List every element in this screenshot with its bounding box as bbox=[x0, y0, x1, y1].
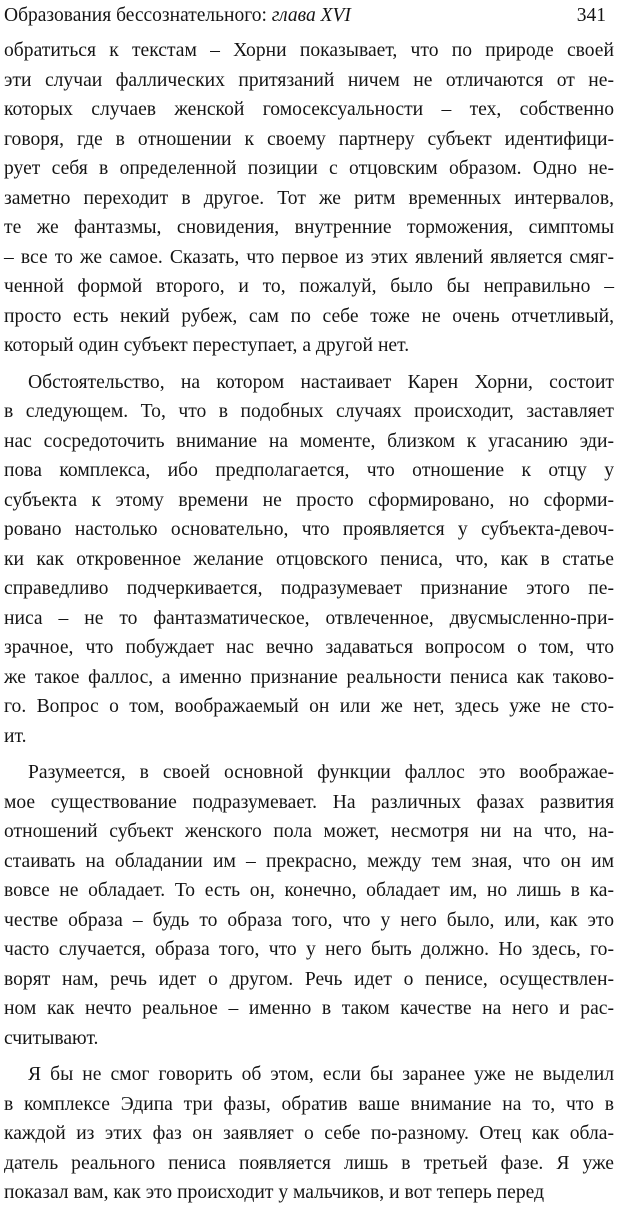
text-line: просто есть некий рубеж, сам по себе тоже не очень отчетливый, bbox=[4, 305, 614, 327]
text-line: те же фантазмы, сновидения, внутренние торможения, симптомы bbox=[4, 217, 614, 238]
running-header bbox=[4, 2, 610, 30]
text-line: часто случается, образа того, что у него быть должно. Но здесь, го- bbox=[4, 939, 614, 960]
text-line: ровано настолько основательно, что проявляется у субъекта-девоч- bbox=[4, 519, 614, 540]
text-line: в следующем. То, что в подобных случаях происходит, заставляет bbox=[4, 401, 614, 422]
text-line: субъекта к этому времени не просто сформировано, но сформи- bbox=[4, 489, 614, 511]
text-line: рует себя в определенной позиции с отцовским образом. Одно не- bbox=[4, 158, 614, 179]
text-line: пова комплекса, ибо предполагается, что отношение к отцу у bbox=[4, 460, 614, 481]
paragraph bbox=[4, 1060, 614, 1208]
text-line: справедливо подчеркивается, подразумевает признание этого пе- bbox=[4, 578, 614, 599]
text-line: показал вам, как это происходит у мальчиков, и вот теперь перед bbox=[4, 1182, 545, 1203]
running-title-text: Образования бессознательного: bbox=[4, 5, 272, 26]
text-line: заметно переходит в другое. Тот же ритм временных интервалов, bbox=[4, 187, 614, 209]
text-line: мое существование подразумевает. На различных фазах развития bbox=[4, 791, 614, 813]
text-line: зрачное, что побуждает нас вечно задаваться вопросом о том, что bbox=[4, 637, 614, 658]
text-line: Разумеется, в своей основной функции фаллос это воображае- bbox=[28, 762, 614, 783]
text-line: датель реального пениса появляется лишь в третьей фазе. Я уже bbox=[4, 1152, 614, 1174]
text-line: – все то же самое. Сказать, что первое из этих явлений является смяг- bbox=[4, 246, 614, 268]
paragraph bbox=[4, 36, 614, 361]
text-line: эти случаи фаллических притязаний ничем не отличаются от не- bbox=[4, 69, 614, 91]
text-line: Обстоятельство, на котором настаивает Карен Хорни, состоит bbox=[28, 371, 614, 393]
text-line: ки как откровенное желание отцовского пениса, что, как в статье bbox=[4, 548, 614, 570]
text-line: ниса – не то фантазматическое, отвлеченное, двусмысленно-при- bbox=[4, 607, 614, 629]
running-title bbox=[4, 2, 351, 30]
text-line: который один субъект переступает, а другой нет. bbox=[4, 335, 410, 356]
text-line: ворят нам, речь идет о другом. Речь идет о пенисе, осуществлен- bbox=[4, 968, 614, 990]
running-title-chapter: глава XVI bbox=[271, 5, 351, 26]
text-line: же такое фаллос, а именно признание реальности пениса как таково- bbox=[4, 666, 614, 688]
page-number: 341 bbox=[576, 5, 606, 26]
text-line: Я бы не смог говорить об этом, если бы заранее уже не выделил bbox=[28, 1064, 614, 1085]
page-body bbox=[4, 36, 614, 1215]
paragraph bbox=[4, 368, 614, 752]
text-line: которых случаев женской гомосексуальности – тех, собственно bbox=[4, 99, 614, 120]
text-line: отношений субъект женского пола может, несмотря ни на что, на- bbox=[4, 821, 614, 842]
paragraph bbox=[4, 758, 614, 1053]
text-line: в комплексе Эдипа три фазы, обратив ваше внимание на то, что в bbox=[4, 1093, 614, 1115]
text-line: обратиться к текстам – Хорни показывает, что по природе своей bbox=[4, 40, 614, 61]
text-line: ченной формой второго, и то, пожалуй, было бы неправильно – bbox=[4, 276, 614, 297]
text-line: го. Вопрос о том, воображаемый он или же нет, здесь уже не сто- bbox=[4, 696, 614, 717]
text-line: говоря, где в отношении к своему партнеру субъект идентифици- bbox=[4, 128, 614, 150]
text-line: ном как нечто реальное – именно в таком качестве на него и рас- bbox=[4, 998, 614, 1019]
text-line: честве образа – будь то образа того, что у него было, или, как это bbox=[4, 909, 614, 931]
text-line: стаивать на обладании им – прекрасно, между тем зная, что он им bbox=[4, 850, 614, 872]
text-line: ит. bbox=[4, 725, 27, 747]
text-line: каждой из этих фаз он заявляет о себе по-разному. Отец как обла- bbox=[4, 1123, 614, 1144]
text-line: вовсе не обладает. То есть он, конечно, обладает им, но лишь в ка- bbox=[4, 880, 614, 901]
text-line: нас сосредоточить внимание на моменте, близком к угасанию эди- bbox=[4, 430, 614, 452]
text-line: считывают. bbox=[4, 1027, 99, 1049]
